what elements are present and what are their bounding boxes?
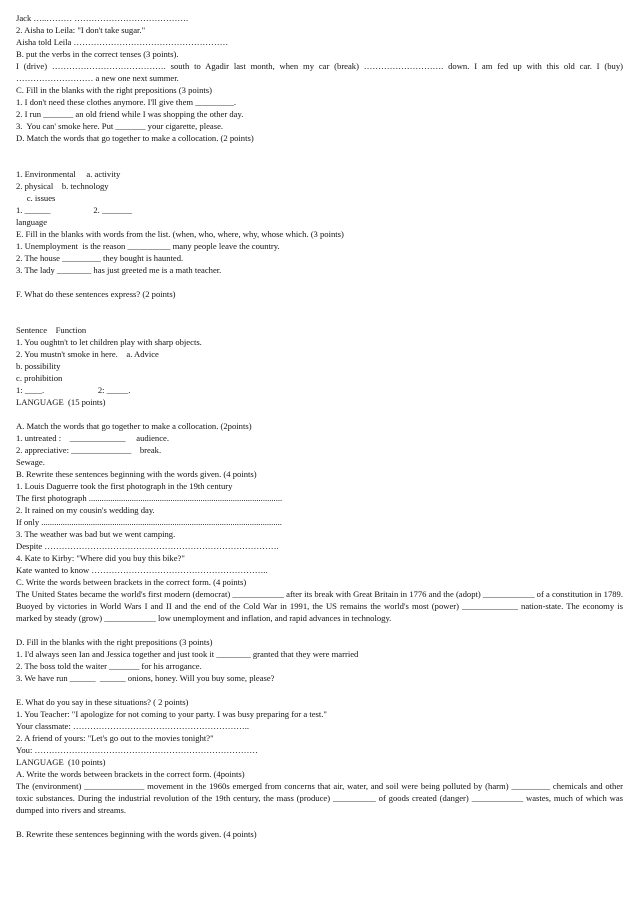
blank-line xyxy=(16,408,623,420)
section-heading: E. What do you say in these situations? ( 2 points) xyxy=(16,697,189,707)
text-line: 2. I run _______ an old friend while I was shopping the other day. xyxy=(16,109,244,119)
text-line: 2. Aisha to Leila: "I don't take sugar." xyxy=(16,25,146,35)
text-line: 4. Kate to Kirby: "Where did you buy this bike?" xyxy=(16,553,185,563)
text-line: Jack …..……… …………………………………. xyxy=(16,13,189,23)
text-line: 1. Environmental a. activity xyxy=(16,169,121,179)
text-line: 3. The weather was bad but we went camping. xyxy=(16,529,176,539)
blank-line xyxy=(16,312,623,324)
text-line: 2. The boss told the waiter _______ for his arrogance. xyxy=(16,661,202,671)
text-line: If only ................................................................................................................ xyxy=(16,517,282,527)
section-heading: A. Write the words between brackets in the correct form. (4points) xyxy=(16,769,245,779)
section-heading: E. Fill in the blanks with words from the list. (when, who, where, why, whose which. (3 points) xyxy=(16,229,344,239)
text-line: Kate wanted to know …………………………………………………….. xyxy=(16,565,268,575)
text-line: You: …………………………………………………………………… xyxy=(16,745,258,755)
text-line: 2. You mustn't smoke in here. a. Advice xyxy=(16,349,159,359)
paragraph: The United States became the world's first modern (democrat) ____________ after its break with Great Britain in 1776 and the (adopt) ____________ of a constitution in 1789. Buoyed by victories in World Wars I and II and the end of the Cold War in 1991, the US remains the world's most (power) _____________ nation-state. The economy is marked by steady (grow) ____________ low unemployment and inflation, and rapid advances in technology. xyxy=(16,589,623,623)
text-line: Aisha told Leila ……………………………………………… xyxy=(16,37,229,47)
text-line: Your classmate: …………………………………………………….. xyxy=(16,721,250,731)
text-line: 3. We have run ______ ______ onions, honey. Will you buy some, please? xyxy=(16,673,275,683)
text-line: Sentence Function xyxy=(16,325,87,335)
text-line: 3. The lady ________ has just greeted me is a math teacher. xyxy=(16,265,222,275)
blank-line xyxy=(16,624,623,636)
text-line: Despite ………………………………………………………………………. xyxy=(16,541,279,551)
section-heading: B. Rewrite these sentences beginning with the words given. (4 points) xyxy=(16,829,257,839)
text-line: c. prohibition xyxy=(16,373,63,383)
text-line: 1. Louis Daguerre took the first photograph in the 19th century xyxy=(16,481,233,491)
paragraph: The (environment) ______________ movement in the 1960s emerged from concerns that air, water, and soil were being polluted by (harm) _________ chemicals and other toxic substances. During the industrial revolution of the 19th century, the mass (produce) __________ of goods created (danger) ____________ wastes, much of which was dumped into rivers and streams. xyxy=(16,781,623,815)
blank-line xyxy=(16,684,623,696)
text-line: 1. Unemployment is the reason __________ many people leave the country. xyxy=(16,241,280,251)
text-line: 2. appreciative: ______________ break. xyxy=(16,445,162,455)
section-heading: B. put the verbs in the correct tenses (3 points). xyxy=(16,49,179,59)
blank-line xyxy=(16,816,623,828)
section-heading: C. Write the words between brackets in the correct form. (4 points) xyxy=(16,577,247,587)
blank-line xyxy=(16,300,623,312)
text-line: b. possibility xyxy=(16,361,61,371)
text-line: 1: ____. 2: _____. xyxy=(16,385,131,395)
text-line: 1. untreated : _____________ audience. xyxy=(16,433,169,443)
text-line: 1. ______ 2. _______ xyxy=(16,205,133,215)
text-line: 2. A friend of yours: "Let's go out to the movies tonight?" xyxy=(16,733,214,743)
section-heading: D. Fill in the blanks with the right prepositions (3 points) xyxy=(16,637,213,647)
text-line: 1. You Teacher: "I apologize for not coming to your party. I was busy preparing for a test." xyxy=(16,709,327,719)
section-heading: LANGUAGE (15 points) xyxy=(16,397,106,407)
text-line: 2. physical b. technology xyxy=(16,181,109,191)
text-line: 1. I'd always seen Ian and Jessica together and just took it ________ granted that they were married xyxy=(16,649,359,659)
text-line: 3. You can' smoke here. Put _______ your cigarette, please. xyxy=(16,121,224,131)
text-line: 2. It rained on my cousin's wedding day. xyxy=(16,505,155,515)
text-line: 1. I don't need these clothes anymore. I'll give them _________. xyxy=(16,97,237,107)
section-heading: B. Rewrite these sentences beginning with the words given. (4 points) xyxy=(16,469,257,479)
text-line: Sewage. xyxy=(16,457,45,467)
text-line: 2. The house _________ they bought is haunted. xyxy=(16,253,184,263)
section-heading: D. Match the words that go together to make a collocation. (2 points) xyxy=(16,133,254,143)
text-line: language xyxy=(16,217,48,227)
section-heading: LANGUAGE (10 points) xyxy=(16,757,106,767)
blank-line xyxy=(16,276,623,288)
section-heading: A. Match the words that go together to make a collocation. (2points) xyxy=(16,421,252,431)
text-line: 1. You oughtn't to let children play with sharp objects. xyxy=(16,337,202,347)
text-line: c. issues xyxy=(16,193,56,203)
blank-line xyxy=(16,144,623,156)
section-heading: C. Fill in the blanks with the right prepositions (3 points) xyxy=(16,85,212,95)
paragraph: I (drive) …………………………………. south to Agadir last month, when my car (break) ………………………. down. I am fed up with this old car. I (buy) ……………………… a new one next summer. xyxy=(16,61,623,83)
section-heading: F. What do these sentences express? (2 points) xyxy=(16,289,176,299)
text-line: The first photograph .......................................................................................... xyxy=(16,493,283,503)
blank-line xyxy=(16,156,623,168)
